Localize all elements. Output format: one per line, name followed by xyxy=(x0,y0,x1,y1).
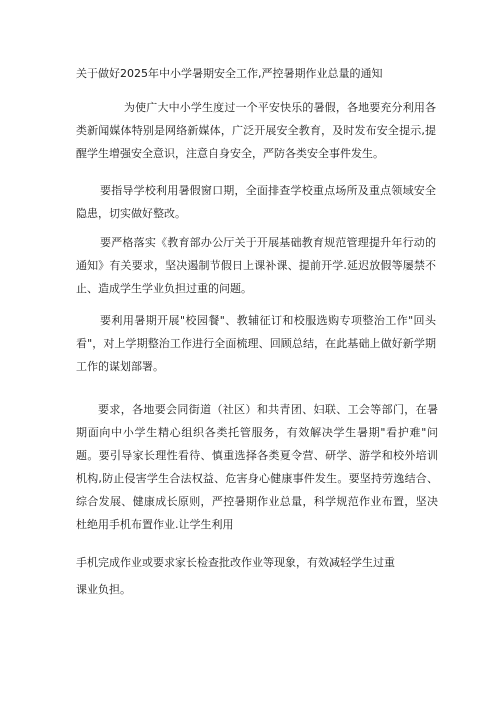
paragraph-hazard-inspection: 要指导学校利用暑假窗口期，全面排查学校重点场所及重点领域安全隐患，切实做好整改。 xyxy=(76,184,436,220)
tail-line-1: 手机完成作业或要求家长检查批改作业等现象，有效减轻学生过重 xyxy=(76,556,395,569)
paragraph-regulation-compliance: 要严格落实《教育部办公厅关于开展基础教育规范管理提升年行动的通知》有关要求，坚决遏制节假日上课补课、提前开学.延迟放假等屡禁不止、造成学生学业负担过重的问题。 xyxy=(76,236,436,295)
paragraph-custody-services: 要求，各地要会同街道（社区）和共青团、妇联、工会等部门，在暑期面向中小学生精心组织各类托管服务，有效解决学生暑期"看护难"问题。要引导家长理性看待、慎重选择各类夏令营、研学、游学和校外培训机构,防止侵害学生合法权益、危害身心健康事件发生。要坚持劳逸结合、综合发展、健康成长原则，严控暑期作业总量，科学规范作业布置，坚决杜绝用手机布置作业.让学生利用 xyxy=(76,403,438,531)
tail-line-2: 课业负担。 xyxy=(76,583,131,596)
document-title: 关于做好2025年中小学暑期安全工作,严控暑期作业总量的通知 xyxy=(76,67,383,80)
paragraph-special-rectification: 要利用暑期开展"校园餐"、教辅征订和校服选购专项整治工作"回头看"，对上学期整治工作进行全面梳理、回顾总结，在此基础上做好新学期工作的谋划部署。 xyxy=(76,314,436,373)
paragraph-safety-education: 为使广大中小学生度过一个平安快乐的暑假，各地要充分利用各类新闻媒体特别是网络新媒体，广泛开展安全教育，及时发布安全提示,提醒学生增强安全意识，注意自身安全，严防各类安全事件发生。 xyxy=(76,101,436,160)
